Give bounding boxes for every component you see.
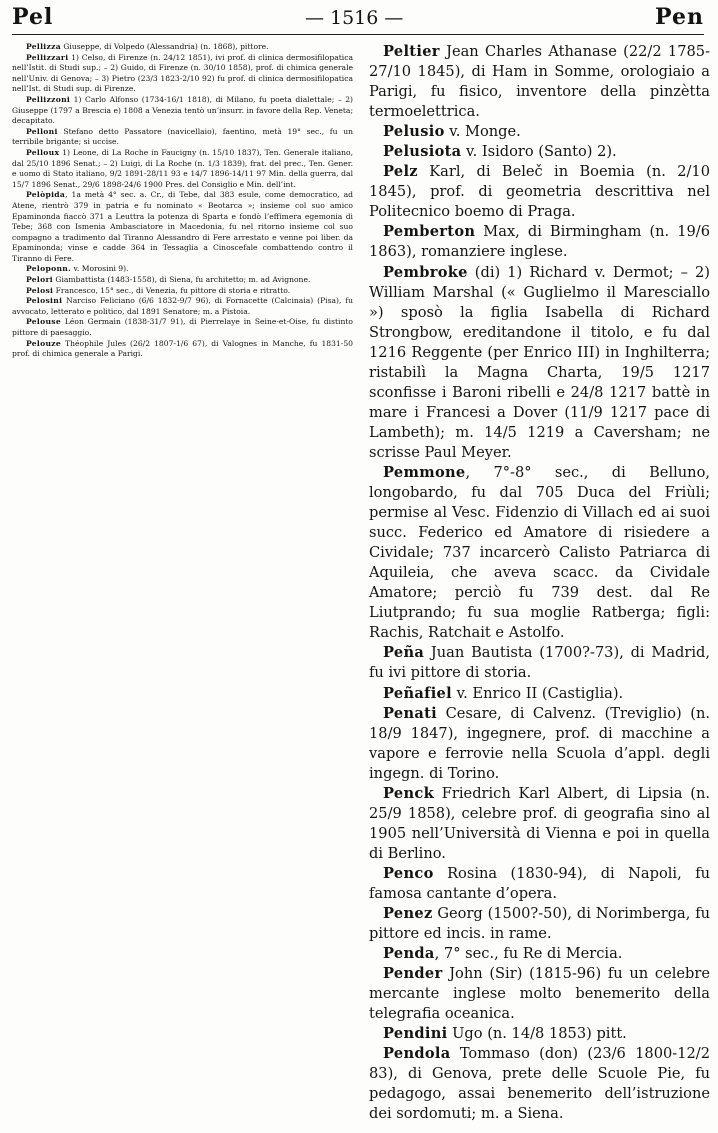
entry-headword: Pelori [26, 275, 53, 285]
entry-headword: Penati [383, 704, 438, 722]
dictionary-entry [12, 286, 353, 297]
entry-headword: Peña [383, 644, 425, 662]
entry-headword: Pelòpida [26, 190, 66, 200]
dictionary-entry [12, 339, 353, 360]
dictionary-entry [369, 944, 710, 964]
dictionary-entry [369, 263, 710, 463]
entry-text: , 7° sec., fu Re di Mercia. [434, 945, 623, 963]
entry-text: Giambattista (1483-1558), di Siena, fu architetto; m. ad Avignone. [52, 275, 311, 285]
dictionary-entry [12, 190, 353, 264]
entry-text: Jean Charles Athanase (22/2 1785-27/10 1845), di Ham in Somme, orologiaio a Parigi, fu fisico, inventore della pinzètta termoelettrica. [369, 43, 710, 121]
entry-text: , 1a metà 4° sec. a. Cr., di Tebe, dal 383 esule, come democratico, ad Atene, rientrò 379 in patria e fu nominato « Beotarca »; insieme col suo amico Epaminonda fiaccò 371 a Leuttra la potenza di Sparta e fondò l’effimera egemonia di Tebe; 368 con Ismenia Ambasciatore in Macedonia, fu nel ritorno insieme col suo compagno a tradimento dal Tiranno Alessandro di Fere arrestato e venne poi liber. da Epaminonda; vinse e cadde 364 in Tessaglia a Cinoscefale combattendo contro il Tiranno di Fere. [12, 190, 353, 263]
entry-headword: Pelusio [383, 123, 445, 141]
entry-headword: Pellizzoni [26, 94, 71, 104]
entry-headword: Pelouse [26, 317, 62, 327]
entry-headword: Pemmone [383, 463, 466, 481]
dictionary-entry [12, 42, 353, 53]
dictionary-entry [369, 463, 710, 643]
entry-headword: Pelusiota [383, 143, 462, 161]
right-column [369, 42, 710, 1125]
entry-headword: Pendola [383, 1045, 451, 1063]
entry-text: v. Isidoro (Santo) 2). [461, 143, 617, 161]
entry-headword: Peltier [383, 43, 440, 60]
dictionary-entry [369, 162, 710, 222]
dictionary-entry [369, 1024, 710, 1044]
entry-headword: Pelloni [26, 126, 58, 136]
entry-headword: Pender [383, 965, 443, 983]
entry-text: Léon Germain (1838-31/7 91), di Pierrelaye in Seine-et-Oise, fu distinto pittore di paesaggio. [12, 317, 353, 338]
dictionary-entry [12, 53, 353, 95]
entry-headword: Penco [383, 864, 434, 882]
entry-text: Tommaso (don) (23/6 1800-12/2 83), di Genova, prete delle Scuole Pie, fu pedagogo, assai benemerito dell’istruzione dei sordomuti; m. a Siena. [369, 1045, 710, 1123]
entry-text: Max, di Birmingham (n. 19/6 1863), romanziere inglese. [369, 223, 710, 261]
dictionary-entry [12, 275, 353, 286]
entry-headword: Pelloux [26, 147, 60, 157]
entry-text: v. Enrico II (Castiglia). [451, 684, 624, 702]
entry-text: 1) Leone, di La Roche in Faucigny (n. 15/10 1837), Ten. Generale italiano, dal 25/10 1896 Senat.; – 2) Luigi, di La Roche (n. 1/3 1839), frat. del prec., Ten. Gener. e uomo di Stato italiano, 9/2 1891-28/11 93 e 14/7 1896-14/11 97 Min. della guerra, dal 15/7 1896 Senat., 29/6 1898-24/6 1900 Pres. del Consiglio e Min. dell’int. [12, 147, 353, 189]
dictionary-entry [369, 964, 710, 1024]
dictionary-entry [369, 1044, 710, 1124]
entry-headword: Penck [383, 784, 434, 802]
dictionary-entry [369, 643, 710, 683]
entry-text: v. Monge. [444, 123, 521, 141]
entry-text: 1) Celso, di Firenze (n. 24/12 1851), ivi prof. di clinica dermosifilopatica nell’Istit. di Studi sup.; – 2) Guido, di Firenze (n. 30/10 1858), prof. di chimica generale nell’Univ. di Genova; – 3) Pietro (23/3 1823-2/10 92) fu prof. di clinica dermosifilopatica nell’Ist. di Studi sup. di Firenze. [12, 52, 353, 94]
entry-text: Stefano detto Passatore (navicellaio), faentino, metà 19° sec., fu un terribile brigante; si uccise. [12, 126, 353, 147]
dictionary-entry [369, 222, 710, 262]
text-columns [12, 42, 710, 1125]
dictionary-entry [369, 42, 710, 122]
entry-text: Juan Bautista (1700?-73), di Madrid, fu ivi pittore di storia. [369, 644, 710, 682]
entry-text: (di) 1) Richard v. Dermot; – 2) William Marshal (« Guglielmo il Maresciallo ») sposò la figlia Isabella di Richard Strongbow, ereditandone il titolo, e fu dal 1216 Reggente (per Enrico III) in Inghilterra; ristabilì la Magna Charta, 19/5 1217 sconfisse i Baroni ribelli e 24/8 1217 battè in mare i Francesi a Dover (11/9 1217 pace di Lambeth); m. 14/5 1219 a Caversham; ne scrisse Paul Meyer. [369, 263, 710, 461]
dictionary-entry [369, 704, 710, 784]
entry-text: , 7°-8° sec., di Belluno, longobardo, fu dal 705 Duca del Friùli; permise al Vesc. Fidenzio di Villach ed ai suoi succ. Federico ed Amatore di risiedere a Cividale; 737 incarcerò Calisto Patriarca di Aquileia, che aveva scacc. da Cividale Amatore; perciò fu 739 dest. dal Re Liutprando; fu sua moglie Ratberga; figli: Rachis, Ratchait e Astolfo. [369, 463, 710, 642]
entry-headword: Pembroke [383, 263, 468, 281]
dictionary-entry [369, 904, 710, 944]
dictionary-entry [369, 864, 710, 904]
header-left-guideword: Pel [12, 4, 54, 30]
entry-text: Rosina (1830-94), di Napoli, fu famosa cantante d’opera. [369, 864, 710, 902]
entry-text: Ugo (n. 14/8 1853) pitt. [447, 1025, 627, 1043]
entry-headword: Pelz [383, 163, 418, 181]
entry-headword: Pelosi [26, 285, 54, 295]
entry-headword: Pelouze [26, 338, 62, 348]
dictionary-entry [369, 684, 710, 704]
entry-headword: Peñafiel [383, 684, 452, 702]
dictionary-entry [369, 784, 710, 864]
entry-text: v. Morosini 9). [71, 264, 129, 274]
entry-text: Giuseppe, di Volpedo (Alessandria) (n. 1868), pittore. [60, 42, 269, 51]
entry-text: Théophile Jules (26/2 1807-1/6 67), di Valognes in Manche, fu 1831-50 prof. di chimica generale a Parigi. [12, 338, 353, 359]
dictionary-entry [12, 95, 353, 127]
entry-headword: Peloponn. [26, 264, 72, 274]
dictionary-entry [12, 127, 353, 148]
dictionary-entry [12, 264, 353, 275]
entry-headword: Pellizzari [26, 52, 69, 62]
entry-headword: Penda [383, 945, 435, 963]
entry-text: Francesco, 15° sec., di Venezia, fu pittore di storia e ritratto. [53, 285, 291, 295]
entry-text: Georg (1500?-50), di Norimberga, fu pittore ed incis. in rame. [369, 905, 710, 943]
dictionary-entry [12, 148, 353, 190]
entry-headword: Pelosini [26, 296, 63, 306]
entry-text: Cesare, di Calvenz. (Treviglio) (n. 18/9 1847), ingegnere, prof. di macchine a vapore e ferrovie nella Scuola d’appl. degli ingegn. di Torino. [369, 704, 710, 782]
entry-text: Karl, di Beleč in Boemia (n. 2/10 1845), prof. di geometria descrittiva nel Politecnico boemo di Praga. [369, 163, 710, 221]
entry-text: Friedrich Karl Albert, di Lipsia (n. 25/9 1858), celebre prof. di geografia sino al 1905 nell’Università di Vienna e poi in quella di Berlino. [369, 784, 710, 862]
entry-text: John (Sir) (1815-96) fu un celebre mercante inglese molto benemerito della telegrafia oceanica. [369, 965, 710, 1023]
entry-headword: Pendini [383, 1025, 448, 1043]
header-right-guideword: Pen [655, 4, 704, 30]
dictionary-entry [369, 122, 710, 142]
entry-headword: Penez [383, 905, 433, 923]
entry-headword: Pemberton [383, 223, 476, 241]
page-number: — 1516 — [304, 7, 404, 29]
left-column [12, 42, 353, 1125]
dictionary-entry [12, 317, 353, 338]
dictionary-entry [369, 142, 710, 162]
dictionary-entry [12, 296, 353, 317]
entry-headword: Pellizza [26, 42, 61, 51]
entry-text: Narciso Feliciano (6/6 1832-9/7 96), di Fornacette (Calcinaia) (Pisa), fu avvocato, letterato e politico, dal 1891 Senatore; m. a Pistoia. [12, 296, 353, 316]
page-header [12, 4, 704, 35]
entry-text: 1) Carlo Alfonso (1734-16/1 1818), di Milano, fu poeta dialettale; – 2) Giuseppe (1797 a Brescia e) 1808 a Venezia tentò un’insurr. in favore della Rep. Veneta; decapitato. [12, 94, 353, 126]
